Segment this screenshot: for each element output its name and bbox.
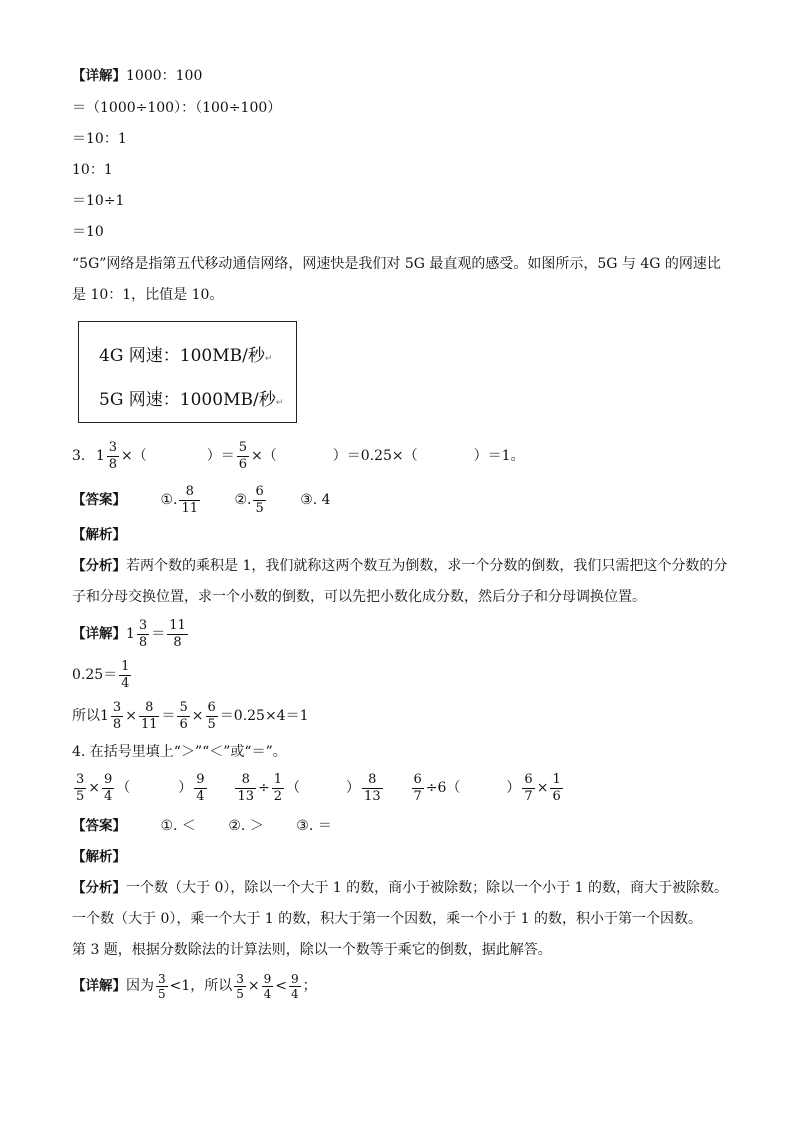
fraction: [102, 772, 114, 805]
denominator: 2: [273, 788, 283, 804]
fraction: [139, 700, 160, 733]
conclusion-prefix: 所以: [72, 708, 100, 724]
q2-detail-line-6: ＝10: [72, 224, 104, 240]
times-sign: ×: [191, 708, 204, 724]
numerator: 6: [255, 483, 264, 499]
q3-answer: [72, 480, 331, 520]
operator-text: ）＝1。: [473, 448, 525, 464]
q4-analysis-p1: [72, 878, 728, 898]
detail-middle: <1，所以: [169, 978, 233, 994]
denominator: 5: [255, 500, 264, 516]
numerator: 8: [179, 484, 200, 501]
q4-analysis-p2: 一个数（大于 0），乘一个大于 1 的数，积大于第一个因数，乘一个小于 1 的数，积小于第一个因数。: [72, 911, 702, 927]
answer-tag: 【答案】: [72, 818, 126, 834]
denominator: 7: [413, 788, 422, 804]
numerator: 6: [207, 699, 216, 715]
numerator: 3: [158, 971, 166, 986]
q4-expressions: [72, 768, 565, 808]
denominator: 6: [179, 716, 188, 732]
denominator: 4: [291, 986, 299, 1001]
denominator: 5: [158, 986, 166, 1001]
numerator: 5: [238, 439, 248, 455]
denominator: 11: [181, 500, 199, 516]
q2-detail-line-1: [72, 66, 202, 86]
fraction: [179, 484, 200, 517]
close-paren: ）: [346, 780, 361, 796]
operator-text: ×（: [121, 448, 147, 464]
numerator: 9: [104, 771, 113, 787]
detail-tag: 【详解】: [72, 68, 126, 84]
network-speed-box: [78, 321, 297, 423]
speed-row-4g: [99, 341, 272, 366]
analysis-text: 若两个数的乘积是 1，我们就称这两个数互为倒数，求一个分数的倒数，我们只需把这个分数的分: [126, 558, 728, 574]
denominator: 8: [138, 634, 148, 650]
operator-text: ）＝: [206, 448, 235, 464]
close-paren: ）: [178, 780, 193, 796]
fraction: [111, 700, 123, 733]
denominator: 11: [140, 716, 158, 732]
numerator: 1: [273, 771, 283, 787]
fraction: [262, 972, 274, 1001]
q3-analysis-tag: [72, 525, 126, 545]
denominator: 13: [237, 788, 255, 804]
denominator: 6: [238, 456, 248, 472]
fraction: [234, 972, 246, 1001]
numerator: 6: [524, 771, 533, 787]
fraction: [272, 772, 284, 805]
analysis-tag: 【解析】: [72, 849, 126, 865]
numerator: 9: [291, 971, 299, 986]
decimal-equation: 0.25＝: [72, 667, 118, 683]
analysis-text: 一个数（大于 0），除以一个大于 1 的数，商小于被除数；除以一个小于 1 的数，商大于被除数。: [126, 880, 728, 896]
times-sign: ×: [125, 708, 137, 724]
numerator: 8: [235, 772, 256, 789]
fraction: [137, 618, 149, 651]
mixed-whole: 1: [95, 448, 105, 464]
times-sign: ×: [536, 780, 549, 796]
q2-paragraph-1: “5G”网络是指第五代移动通信网络，网速快是我们对 5G 最直观的感受。如图所示，5G 与 4G 的网速比: [72, 256, 721, 272]
q2-detail-line-4: 10：1: [72, 162, 113, 178]
answer-tag: 【答案】: [72, 492, 126, 508]
numerator: 9: [196, 771, 205, 787]
speed-row-5g-text: 5G 网速：1000MB/秒: [99, 390, 276, 410]
analysis-tag: 【解析】: [72, 527, 126, 543]
analysis-head: 【分析】: [72, 558, 126, 574]
divide-sign: ÷: [258, 780, 270, 796]
denominator: 4: [121, 675, 130, 691]
operator-text: ）＝0.25×（: [332, 448, 418, 464]
less-than-sign: <: [275, 978, 288, 994]
equals-sign: ＝: [161, 708, 176, 724]
fraction: [107, 440, 119, 473]
denominator: 13: [364, 788, 381, 804]
speed-row-5g: [99, 385, 283, 410]
numerator: 11: [169, 617, 186, 633]
return-mark-icon: ↵: [275, 398, 284, 408]
fraction: [206, 700, 218, 733]
fraction: [550, 772, 562, 805]
answer-2: ②. ＞: [228, 818, 264, 834]
denominator: 5: [76, 788, 85, 804]
denominator: 4: [196, 788, 205, 804]
denominator: 5: [207, 716, 216, 732]
q3-detail-3: [72, 696, 309, 736]
denominator: 4: [263, 986, 272, 1001]
q2-detail-line-3: ＝10：1: [72, 131, 127, 147]
divide-text: ÷6（: [425, 780, 461, 796]
numerator: 3: [76, 771, 85, 787]
mixed-whole: 1: [126, 626, 135, 642]
numerator: 8: [362, 772, 383, 789]
fraction: [289, 972, 301, 1001]
numerator: 3: [108, 439, 118, 455]
q3-question: [72, 436, 525, 476]
q2-detail-line-5: ＝10÷1: [72, 193, 125, 209]
fraction: [253, 484, 265, 517]
answer-3: ③. ＝: [296, 818, 332, 834]
analysis-head: 【分析】: [72, 880, 126, 896]
q4-analysis-tag: [72, 847, 126, 867]
q3-analysis-p2: 子和分母交换位置，求一个小数的倒数，可以先把小数化成分数，然后分子和分母调换位置。: [72, 589, 646, 605]
speed-row-4g-text: 4G 网速：100MB/秒: [99, 346, 265, 366]
q4-title: 4. 在括号里填上“＞”“＜”或“＝”。: [72, 744, 287, 760]
numerator: 8: [139, 700, 160, 717]
denominator: 5: [236, 986, 244, 1001]
numerator: 6: [413, 771, 422, 787]
q2-detail-line-2: ＝（1000÷100）：（100÷100）: [72, 100, 282, 116]
operator-text: ×（: [251, 448, 277, 464]
fraction: [237, 440, 249, 473]
times-sign: ×: [88, 780, 101, 796]
q3-analysis-p1: [72, 556, 727, 576]
answer-3: ③. 4: [300, 492, 331, 508]
numerator: 9: [263, 971, 272, 986]
q4-detail: [72, 966, 317, 1006]
detail-tag: 【详解】: [72, 626, 126, 642]
denominator: 6: [552, 788, 561, 804]
numerator: 1: [552, 771, 561, 787]
semicolon: ；: [302, 978, 317, 994]
detail-prefix: 因为: [126, 978, 154, 994]
answer-2-label: ②.: [234, 492, 252, 508]
q4-analysis-p3: 第 3 题，根据分数除法的计算法则，除以一个数等于乘它的倒数，据此解答。: [72, 942, 552, 958]
mixed-whole: 1: [100, 708, 109, 724]
return-mark-icon: ↵: [264, 354, 273, 364]
numerator: 5: [179, 699, 188, 715]
question-number: 3.: [72, 448, 86, 464]
fraction: [235, 772, 256, 805]
denominator: 8: [173, 634, 182, 650]
detail-tag: 【详解】: [72, 978, 126, 994]
ratio-text: 1000：100: [126, 68, 203, 84]
answer-1-label: ①.: [160, 492, 178, 508]
fraction: [74, 772, 86, 805]
q3-detail-1: [72, 614, 190, 654]
q4-answer: [72, 816, 332, 836]
denominator: 7: [524, 788, 533, 804]
fraction: [177, 700, 189, 733]
fraction: [119, 659, 131, 692]
denominator: 4: [104, 788, 113, 804]
equals-sign: ＝: [151, 626, 166, 642]
fraction: [167, 618, 188, 651]
answer-1: ①. ＜: [160, 818, 196, 834]
numerator: 3: [236, 971, 244, 986]
fraction: [194, 772, 206, 805]
q2-paragraph-2: 是 10：1，比值是 10。: [72, 287, 224, 303]
times-sign: ×: [247, 978, 260, 994]
denominator: 8: [108, 456, 118, 472]
open-paren: （: [286, 780, 301, 796]
fraction: [412, 772, 424, 805]
fraction: [156, 972, 168, 1001]
open-paren: （: [116, 780, 131, 796]
denominator: 8: [112, 716, 122, 732]
close-paren: ）: [506, 780, 521, 796]
conclusion-tail: ＝0.25×4＝1: [219, 708, 309, 724]
numerator: 1: [121, 658, 130, 674]
q3-detail-2: [72, 655, 133, 695]
fraction: [522, 772, 534, 805]
fraction: [362, 772, 383, 805]
numerator: 3: [112, 699, 122, 715]
numerator: 3: [138, 617, 148, 633]
